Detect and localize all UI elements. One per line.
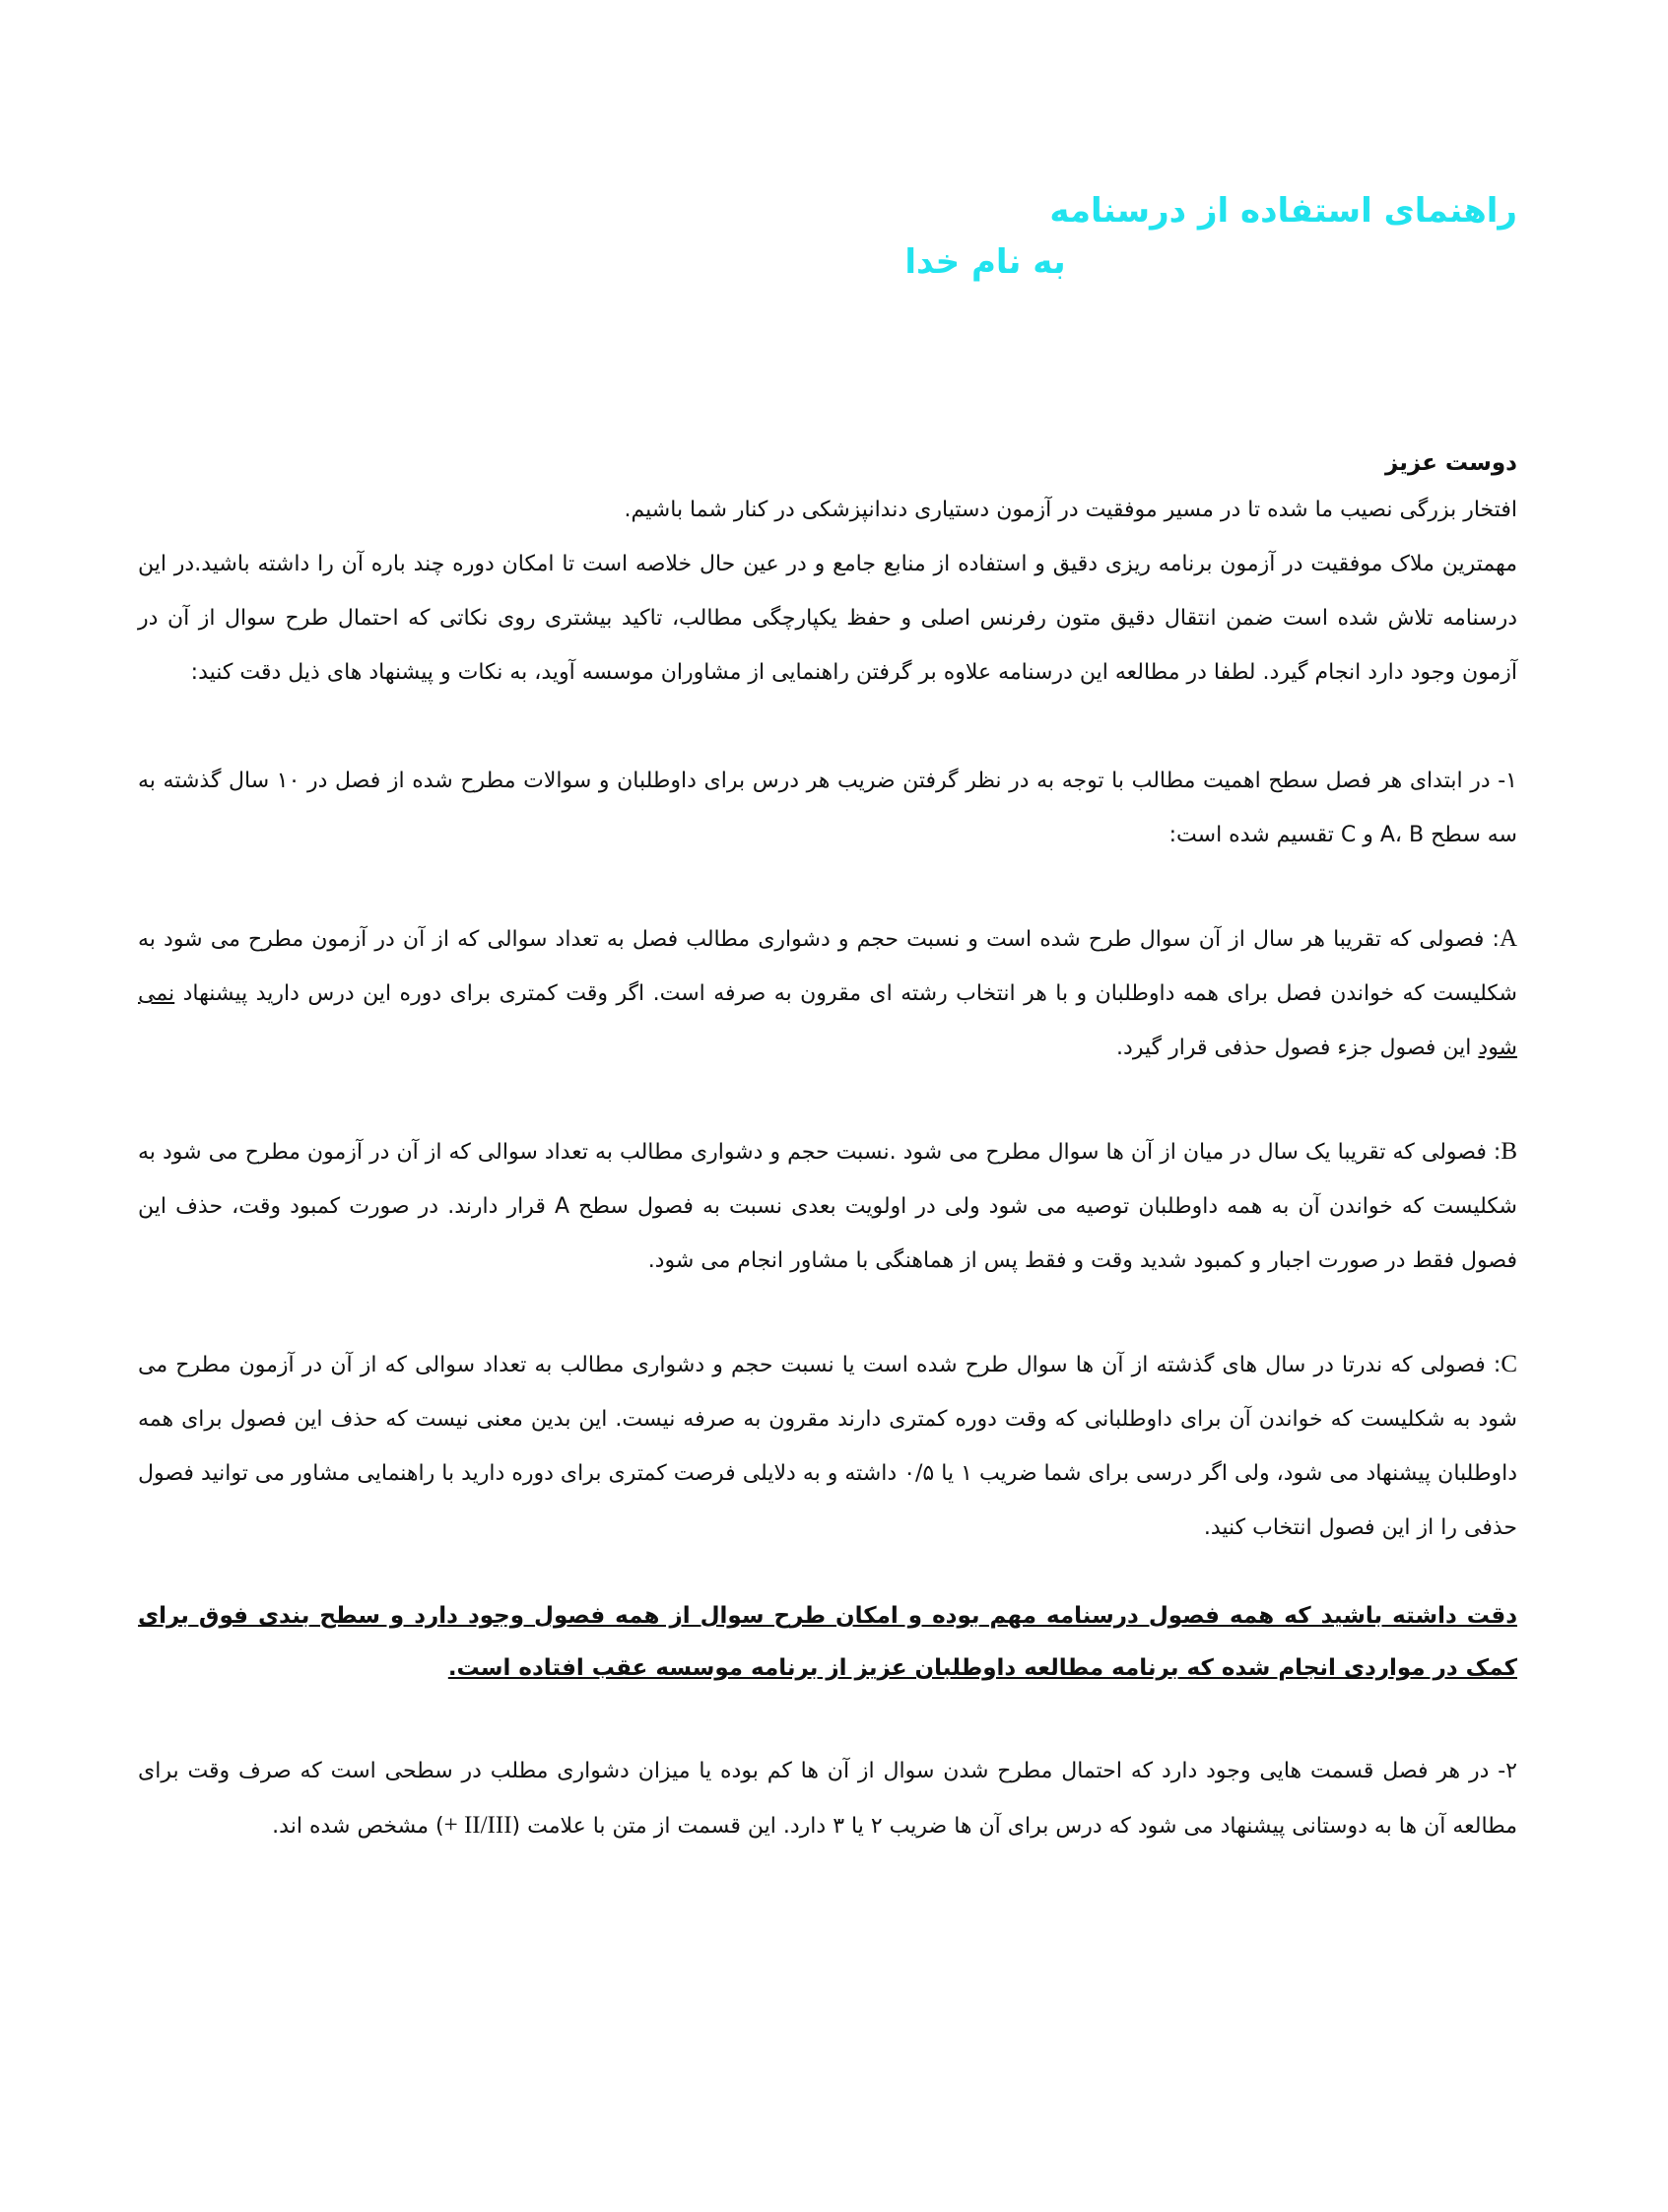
level-c-paragraph [138, 1337, 1517, 1555]
level-a-text-after: این فصول جزء فصول حذفی قرار گیرد. [1116, 1036, 1479, 1060]
level-c-label: C [1501, 1351, 1517, 1377]
document-body [138, 187, 1517, 1853]
intro-paragraph-2: مهمترین ملاک موفقیت در آزمون برنامه ریزی دقیق و استفاده از منابع جامع و در عین حال خلاصه است تا امکان دوره چند باره آن را داشته باشید.در این درسنامه تلاش شده است ضمن انتقال دقیق متون رفرنس اصلی و حفظ یکپارچگی مطالب، تاکید بیشتری روی نکاتی که احتمال طرح سوال از آن در آزمون وجود دارد انجام گیرد. لطفا در مطالعه این درسنامه علاوه بر گرفتن راهنمایی از مشاوران موسسه آوید، به نکات و پیشنهاد های ذیل دقت کنید: [138, 552, 1517, 685]
item-2-text-before: ۲- در هر فصل قسمت هایی وجود دارد که احتمال مطرح شدن سوال از آن ها کم بوده یا میزان دشواری مطلب در سطحی است که صرف وقت برای مطالعه آن ها به دوستانی پیشنهاد می شود که درس برای آن ها ضریب ۲ یا ۳ دارد. این قسمت از متن با علامت ( [138, 1759, 1517, 1839]
greeting-heading: دوست عزیز [1384, 450, 1517, 476]
item-1-paragraph: ۱- در ابتدای هر فصل سطح اهمیت مطالب با توجه به در نظر گرفتن ضریب هر درس برای داوطلبان و سوالات مطرح شده از فصل در ۱۰ سال گذشته به سه سطح A، B و C تقسیم شده است: [138, 769, 1517, 847]
intro-paragraph-1: افتخار بزرگی نصیب ما شده تا در مسیر موفقیت در آزمون دستیاری دندانپزشکی در کنار شما باشیم. [624, 498, 1517, 522]
level-a-label: A [1499, 925, 1517, 952]
level-c-text: : فصولی که ندرتا در سال های گذشته از آن ها سوال طرح شده است یا نسبت حجم و دشواری مطالب به تعداد سوالی که از آن در آزمون مطرح می شود به شکلیست که خواندن آن برای داوطلبانی که وقت دوره کمتری دارند مقرون به صرفه نیست. این بدین معنی نیست که حذف این فصول برای همه داوطلبان پیشنهاد می شود، ولی اگر درسی برای شما ضریب ۱ یا ۰/۵ داشته و به دلایلی فرصت کمتری برای دوره دارید با راهنمایی مشاور می توانید فصول حذفی را از این فصول انتخاب کنید. [138, 1353, 1517, 1540]
document-subtitle: به نام خدا [904, 242, 1066, 282]
level-a-text-before: : فصولی که تقریبا هر سال از آن سوال طرح شده است و نسبت حجم و دشواری مطالب فصل به تعداد سوالی که از آن در آزمون مطرح می شود به شکلیست که خواندن فصل برای همه داوطلبان و با هر انتخاب رشته ای مقرون به صرفه است. اگر وقت کمتری برای دوره این درس دارید پیشنهاد [138, 927, 1517, 1006]
item-2-text-after: ) مشخص شده اند. [272, 1814, 444, 1839]
document-title: راهنمای استفاده از درسنامه [1049, 191, 1517, 231]
level-b-text: : فصولی که تقریبا یک سال در میان از آن ها سوال مطرح می شود .نسبت حجم و دشواری مطالب به تعداد سوالی که از آن در آزمون مطرح می شود به شکلیست که خواندن آن به همه داوطلبان توصیه می شود ولی در اولویت بعدی نسبت به فصول سطح A قرار دارند. در صورت کمبود وقت، حذف این فصول فقط در صورت اجبار و کمبود شدید وقت و فقط پس از هماهنگی با مشاور انجام می شود. [138, 1140, 1517, 1273]
level-b-label: B [1501, 1138, 1517, 1165]
level-b-paragraph [138, 1124, 1517, 1288]
level-a-underlined-text: نمی شود [138, 981, 1517, 1060]
item-2-paragraph [138, 1744, 1517, 1853]
level-a-paragraph [138, 911, 1517, 1075]
warning-note: دقت داشته باشید که همه فصول درسنامه مهم بوده و امکان طرح سوال از همه فصول وجود دارد و سطح بندی فوق برای کمک در مواردی انجام شده که برنامه مطالعه داوطلبان عزیز از برنامه موسسه عقب افتاده است. [138, 1603, 1517, 1681]
item-2-marker: + II/III [443, 1812, 512, 1839]
